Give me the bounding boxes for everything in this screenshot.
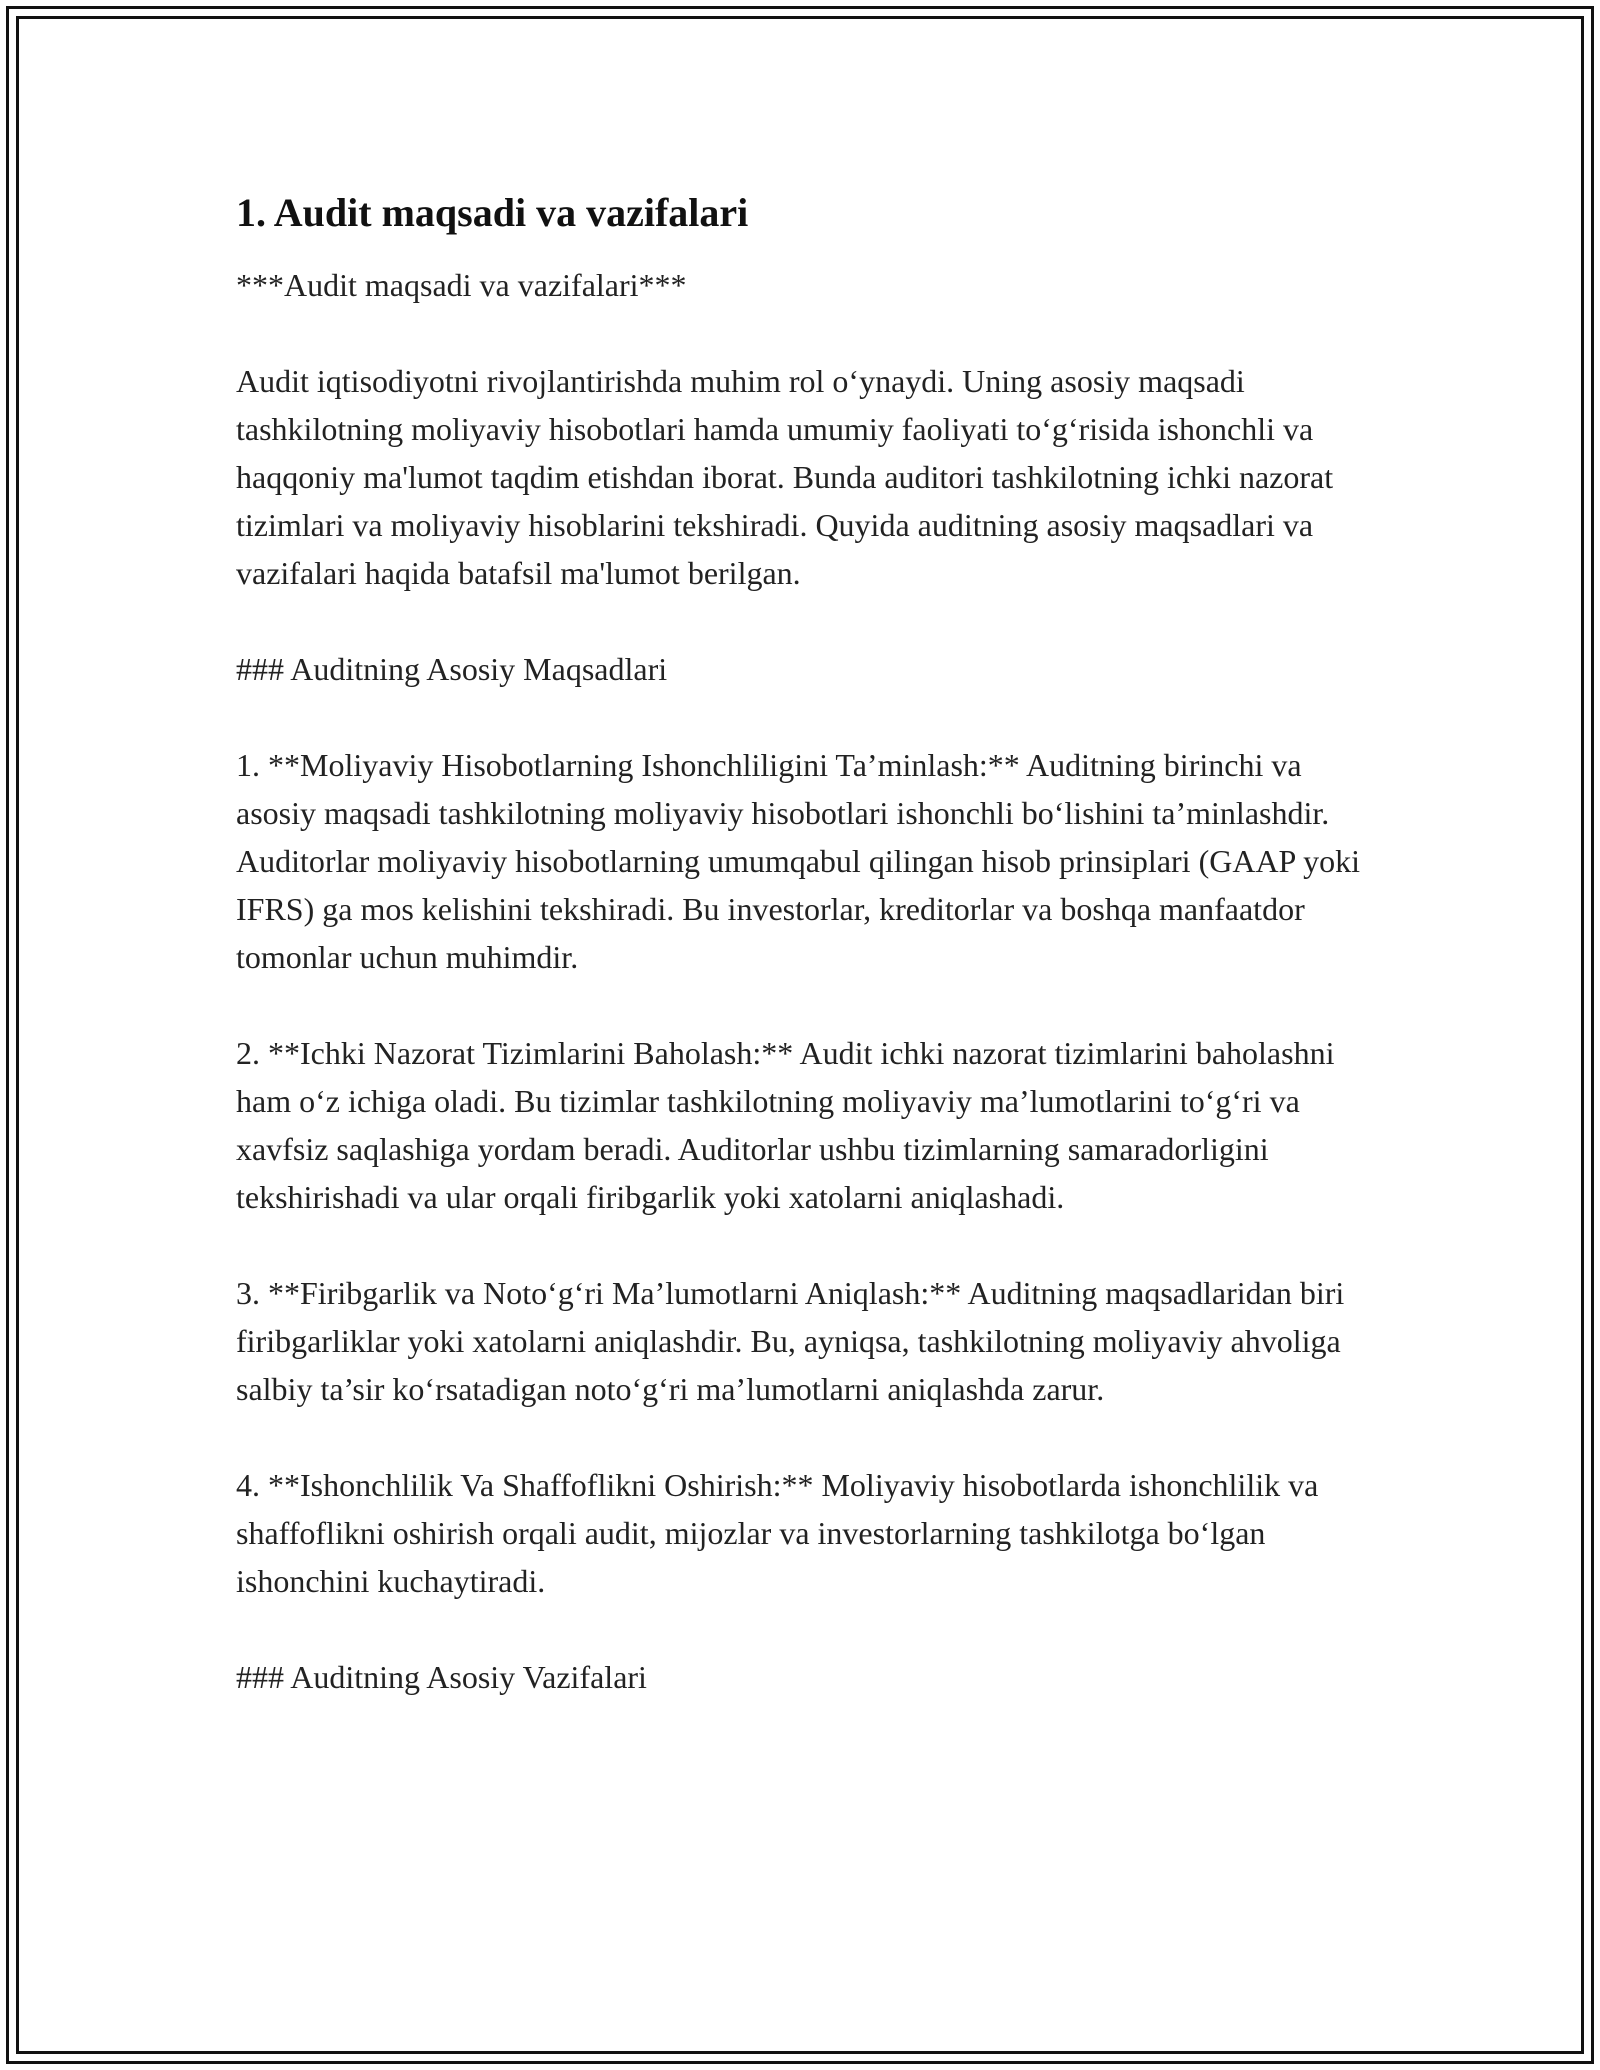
list-item-3: 3. **Firibgarlik va Noto‘g‘ri Ma’lumotlarni Aniqlash:** Auditning maqsadlaridan biri firibgarliklar yoki xatolarni aniqlashdir. Bu, ayniqsa, tashkilotning moliyaviy ahvoliga salbiy ta’sir ko‘rsatadigan noto‘g‘ri ma’lumotlarni aniqlashda zarur. [236,1275,1353,1407]
list-item-4: 4. **Ishonchlilik Va Shaffoflikni Oshirish:** Moliyaviy hisobotlarda ishonchlilik va shaffoflikni oshirish orqali audit, mijozlar va investorlarning tashkilotga bo‘lgan ishonchini kuchaytiradi. [236,1467,1327,1599]
section-heading-maqsadlari: ### Auditning Asosiy Maqsadlari [236,651,668,687]
paragraph-intro: Audit iqtisodiyotni rivojlantirishda muhim rol o‘ynaydi. Uning asosiy maqsadi tashkilotning moliyaviy hisobotlari hamda umumiy faoliyati to‘g‘risida ishonchli va haqqoniy ma'lumot taqdim etishdan iborat. Bunda auditori tashkilotning ichki nazorat tizimlari va moliyaviy hisoblarini tekshiradi. Quyida auditning asosiy maqsadlari va vazifalari haqida batafsil ma'lumot berilgan. [236,363,1342,591]
list-item-2: 2. **Ichki Nazorat Tizimlarini Baholash:** Audit ichki nazorat tizimlarini baholashni ham o‘z ichiga oladi. Bu tizimlar tashkilotning moliyaviy ma’lumotlarini to‘g‘ri va xavfsiz saqlashiga yordam beradi. Auditorlar ushbu tizimlarning samaradorligini tekshirishadi va ular orqali firibgarlik yoki xatolarni aniqlashadi. [236,1035,1343,1215]
section-heading-vazifalari: ### Auditning Asosiy Vazifalari [236,1659,647,1695]
document-subtitle: ***Audit maqsadi va vazifalari*** [236,267,687,303]
list-item-1: 1. **Moliyaviy Hisobotlarning Ishonchliligini Ta’minlash:** Auditning birinchi va asosiy maqsadi tashkilotning moliyaviy hisobotlari ishonchli bo‘lishini ta’minlashdir. Auditorlar moliyaviy hisobotlarning umumqabul qilingan hisob prinsiplari (GAAP yoki IFRS) ga mos kelishini tekshiradi. Bu investorlar, kreditorlar va boshqa manfaatdor tomonlar uchun muhimdir. [236,747,1369,975]
document-body [236,185,1376,1701]
document-title: 1. Audit maqsadi va vazifalari [236,190,749,235]
